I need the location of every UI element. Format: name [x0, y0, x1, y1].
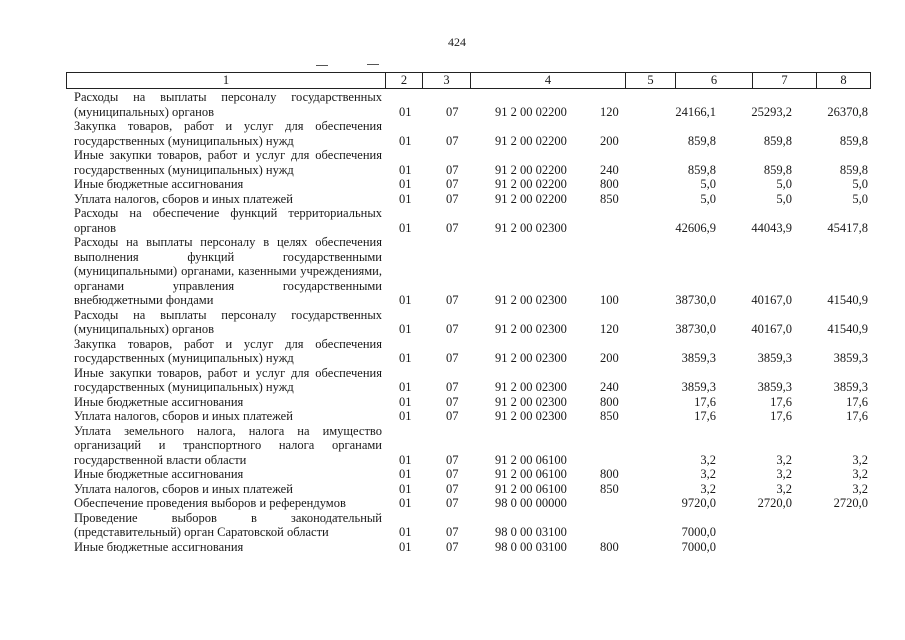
cell-section: 01: [399, 351, 412, 365]
cell-amount-col8: 3,2: [852, 481, 868, 496]
cell-expense-type: 800: [600, 394, 619, 409]
table-row: [0, 511, 905, 540]
scan-mark: [367, 64, 379, 65]
cell-amount-col8: 45417,8: [827, 220, 868, 235]
cell-amount-col6: 5,0: [700, 191, 716, 206]
cell-target-article: 91 2 00 06100: [495, 452, 567, 467]
cell-section: 01: [399, 162, 412, 177]
cell-expense-type: 100: [600, 293, 619, 307]
row-description: Иные бюджетные ассигнования: [74, 177, 244, 191]
cell-amount-col7: 859,8: [763, 162, 792, 177]
table-row: [0, 337, 905, 366]
cell-amount-col6: 38730,0: [675, 322, 716, 336]
cell-amount-col7: 3,2: [776, 481, 792, 496]
cell-subsection: 07: [446, 467, 459, 481]
cell-amount-col6: 7000,0: [681, 539, 716, 554]
cell-target-article: 91 2 00 06100: [495, 467, 567, 481]
cell-section: 01: [399, 525, 412, 539]
cell-amount-col6: 9720,0: [681, 496, 716, 510]
cell-expense-type: 240: [600, 380, 619, 394]
cell-section: 01: [399, 394, 412, 409]
cell-section: 01: [399, 467, 412, 481]
cell-target-article: 91 2 00 02200: [495, 104, 567, 119]
cell-section: 01: [399, 452, 412, 467]
cell-expense-type: 800: [600, 177, 619, 191]
table-row: [0, 467, 905, 482]
cell-subsection: 07: [446, 220, 459, 235]
cell-expense-type: 120: [600, 322, 619, 336]
cell-subsection: 07: [446, 293, 459, 307]
cell-amount-col7: 17,6: [770, 394, 792, 409]
table-row: [0, 424, 905, 468]
column-number: 1: [67, 73, 386, 89]
row-description: Расходы на выплаты персоналу государственных (муниципальных) органов: [74, 307, 382, 336]
cell-target-article: 91 2 00 02200: [495, 191, 567, 206]
cell-amount-col7: 3859,3: [757, 351, 792, 365]
cell-amount-col6: 24166,1: [675, 104, 716, 119]
row-description: Обеспечение проведения выборов и референдумов: [74, 496, 346, 510]
page-number: 424: [448, 35, 466, 49]
table-row: [0, 177, 905, 192]
cell-target-article: 91 2 00 02300: [495, 380, 567, 394]
cell-subsection: 07: [446, 452, 459, 467]
cell-expense-type: 200: [600, 351, 619, 365]
table-row: [0, 395, 905, 410]
row-description: Закупка товаров, работ и услуг для обеспечения государственных (муниципальных) нужд: [74, 336, 382, 365]
cell-amount-col6: 7000,0: [681, 525, 716, 539]
cell-amount-col7: 3,2: [776, 467, 792, 481]
cell-target-article: 91 2 00 02200: [495, 133, 567, 148]
cell-amount-col8: 2720,0: [833, 496, 868, 510]
cell-subsection: 07: [446, 177, 459, 191]
row-description: Уплата налогов, сборов и иных платежей: [74, 191, 293, 206]
cell-section: 01: [399, 409, 412, 423]
cell-section: 01: [399, 191, 412, 206]
row-description: Расходы на выплаты персоналу государственных (муниципальных) органов: [74, 90, 382, 119]
cell-section: 01: [399, 539, 412, 554]
cell-subsection: 07: [446, 525, 459, 539]
row-description: Иные закупки товаров, работ и услуг для обеспечения государственных (муниципальных) нужд: [74, 148, 382, 177]
cell-subsection: 07: [446, 496, 459, 510]
cell-amount-col8: 5,0: [852, 191, 868, 206]
table-row: [0, 482, 905, 497]
row-description: Проведение выборов в законодательный (представительный) орган Саратовской области: [74, 510, 382, 539]
row-description: Уплата налогов, сборов и иных платежей: [74, 409, 293, 423]
cell-amount-col7: 3859,3: [757, 380, 792, 394]
cell-expense-type: 200: [600, 133, 619, 148]
cell-amount-col7: 3,2: [776, 452, 792, 467]
cell-expense-type: 850: [600, 409, 619, 423]
cell-amount-col7: 5,0: [776, 191, 792, 206]
cell-amount-col6: 17,6: [694, 409, 716, 423]
cell-target-article: 91 2 00 02300: [495, 322, 567, 336]
cell-section: 01: [399, 380, 412, 394]
column-number: 8: [817, 73, 871, 89]
cell-target-article: 91 2 00 02200: [495, 177, 567, 191]
cell-subsection: 07: [446, 133, 459, 148]
cell-amount-col7: 5,0: [776, 177, 792, 191]
column-number: 3: [423, 73, 471, 89]
cell-amount-col8: 41540,9: [827, 322, 868, 336]
column-number: 2: [386, 73, 423, 89]
cell-amount-col7: 44043,9: [751, 220, 792, 235]
cell-section: 01: [399, 481, 412, 496]
cell-amount-col6: 5,0: [700, 177, 716, 191]
cell-subsection: 07: [446, 351, 459, 365]
cell-subsection: 07: [446, 409, 459, 423]
table-row: [0, 192, 905, 207]
cell-amount-col7: 25293,2: [751, 104, 792, 119]
cell-amount-col6: 38730,0: [675, 293, 716, 307]
cell-amount-col6: 3859,3: [681, 380, 716, 394]
cell-amount-col8: 5,0: [852, 177, 868, 191]
cell-target-article: 91 2 00 02200: [495, 162, 567, 177]
cell-amount-col7: 2720,0: [757, 496, 792, 510]
row-description: Иные бюджетные ассигнования: [74, 467, 244, 481]
cell-amount-col8: 17,6: [846, 394, 868, 409]
scan-mark: [316, 65, 328, 66]
cell-section: 01: [399, 322, 412, 336]
cell-section: 01: [399, 104, 412, 119]
table-row: [0, 206, 905, 235]
cell-subsection: 07: [446, 380, 459, 394]
cell-amount-col6: 3,2: [700, 481, 716, 496]
cell-expense-type: 120: [600, 104, 619, 119]
cell-target-article: 91 2 00 02300: [495, 394, 567, 409]
cell-subsection: 07: [446, 162, 459, 177]
cell-section: 01: [399, 293, 412, 307]
cell-amount-col8: 17,6: [846, 409, 868, 423]
cell-target-article: 98 0 00 03100: [495, 539, 567, 554]
cell-expense-type: 240: [600, 162, 619, 177]
cell-expense-type: 800: [600, 539, 619, 554]
row-description: Уплата налогов, сборов и иных платежей: [74, 481, 293, 496]
cell-expense-type: 850: [600, 481, 619, 496]
cell-amount-col7: 859,8: [763, 133, 792, 148]
cell-target-article: 91 2 00 06100: [495, 481, 567, 496]
cell-subsection: 07: [446, 191, 459, 206]
row-description: Уплата земельного налога, налога на имущество организаций и транспортного налога органами государственной власти области: [74, 423, 382, 467]
column-header-row: [66, 72, 871, 89]
cell-amount-col6: 859,8: [687, 162, 716, 177]
cell-amount-col8: 3,2: [852, 452, 868, 467]
cell-amount-col6: 17,6: [694, 394, 716, 409]
cell-section: 01: [399, 220, 412, 235]
row-description: Иные закупки товаров, работ и услуг для обеспечения государственных (муниципальных) нужд: [74, 365, 382, 394]
cell-amount-col7: 40167,0: [751, 322, 792, 336]
cell-subsection: 07: [446, 104, 459, 119]
cell-amount-col6: 3859,3: [681, 351, 716, 365]
cell-expense-type: 850: [600, 191, 619, 206]
cell-subsection: 07: [446, 481, 459, 496]
table-row: [0, 235, 905, 308]
cell-amount-col8: 859,8: [839, 133, 868, 148]
table-row: [0, 366, 905, 395]
row-description: Расходы на выплаты персоналу в целях обеспечения выполнения функций государственными (муниципальными) органами, казенными учреждениями, органами управления государственными внебюджетными фондами: [74, 235, 382, 307]
row-description: Закупка товаров, работ и услуг для обеспечения государственных (муниципальных) нужд: [74, 119, 382, 148]
table-row: [0, 148, 905, 177]
cell-amount-col8: 41540,9: [827, 293, 868, 307]
cell-amount-col8: 3859,3: [833, 380, 868, 394]
cell-amount-col7: 40167,0: [751, 293, 792, 307]
cell-target-article: 91 2 00 02300: [495, 220, 567, 235]
row-description: Расходы на обеспечение функций территориальных органов: [74, 206, 382, 235]
table-row: [0, 409, 905, 424]
cell-amount-col6: 3,2: [700, 452, 716, 467]
cell-amount-col8: 3859,3: [833, 351, 868, 365]
cell-amount-col7: 17,6: [770, 409, 792, 423]
cell-section: 01: [399, 133, 412, 148]
cell-target-article: 91 2 00 02300: [495, 409, 567, 423]
cell-section: 01: [399, 496, 412, 510]
cell-expense-type: 800: [600, 467, 619, 481]
cell-subsection: 07: [446, 322, 459, 336]
cell-subsection: 07: [446, 394, 459, 409]
table-row: [0, 496, 905, 511]
table-row: [0, 119, 905, 148]
table-row: [0, 90, 905, 119]
column-number: 4: [471, 73, 626, 89]
cell-amount-col8: 26370,8: [827, 104, 868, 119]
table-row: [0, 540, 905, 555]
column-number: 5: [626, 73, 676, 89]
cell-target-article: 98 0 00 03100: [495, 525, 567, 539]
row-description: Иные бюджетные ассигнования: [74, 539, 244, 554]
column-number: 6: [676, 73, 753, 89]
cell-amount-col8: 3,2: [852, 467, 868, 481]
cell-amount-col6: 42606,9: [675, 220, 716, 235]
cell-amount-col6: 859,8: [687, 133, 716, 148]
cell-target-article: 98 0 00 00000: [495, 496, 567, 510]
column-number: 7: [753, 73, 817, 89]
cell-amount-col6: 3,2: [700, 467, 716, 481]
row-description: Иные бюджетные ассигнования: [74, 394, 244, 409]
cell-amount-col8: 859,8: [839, 162, 868, 177]
cell-subsection: 07: [446, 539, 459, 554]
cell-target-article: 91 2 00 02300: [495, 293, 567, 307]
table-row: [0, 308, 905, 337]
cell-target-article: 91 2 00 02300: [495, 351, 567, 365]
cell-section: 01: [399, 177, 412, 191]
